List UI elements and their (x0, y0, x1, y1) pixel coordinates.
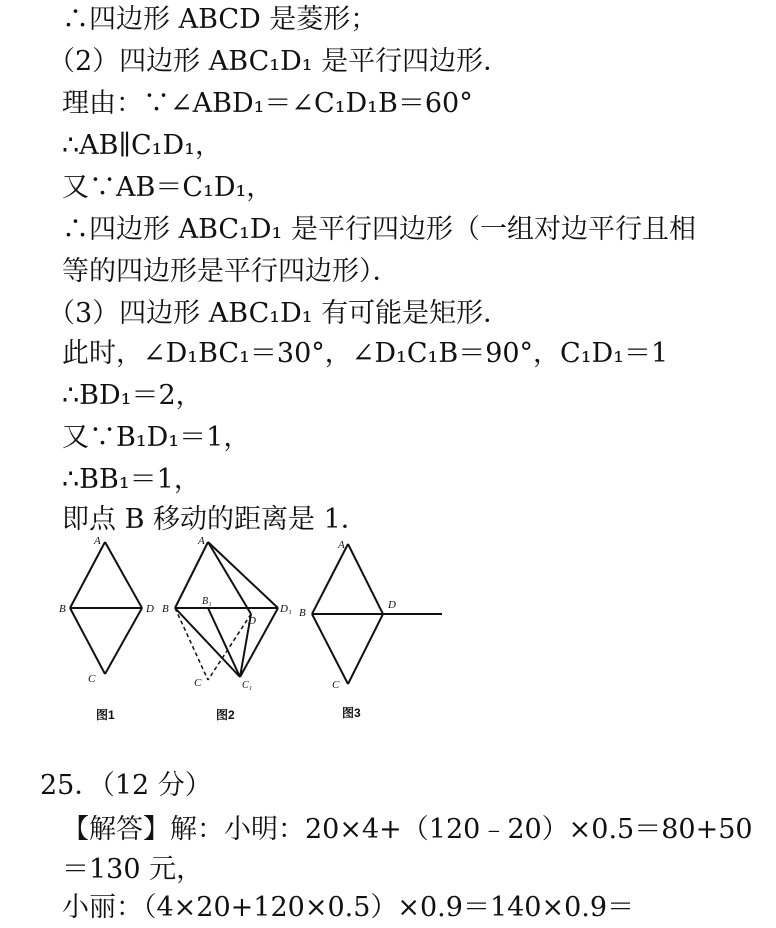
line-17: 小丽：（4×20+120×0.5）×0.9＝140×0.9＝ (62, 892, 635, 923)
fig1-label-D: D (146, 603, 154, 615)
line-1: ∴四边形 ABCD 是菱形； (62, 4, 378, 35)
line-6: ∴四边形 ABC₁D₁ 是平行四边形（一组对边平行且相 (62, 214, 696, 245)
fig2-label-D1: D₁ (280, 603, 292, 615)
fig2-caption: 图2 (216, 708, 235, 722)
line-10: ∴BD₁＝2， (62, 380, 203, 411)
fig3-label-C: C (332, 679, 340, 691)
figure-1 (70, 542, 142, 674)
line-15: 【解答】解：小明：20×4+（120﹣20）×0.5＝80+50 (62, 814, 753, 845)
figure-2 (175, 542, 278, 677)
line-9: 此时，∠D₁BC₁＝30°，∠D₁C₁B＝90°，C₁D₁＝1 (62, 338, 669, 369)
fig1-label-A: A (94, 535, 101, 547)
fig1-caption: 图1 (96, 708, 115, 722)
line-4: ∴AB∥C₁D₁， (62, 130, 222, 161)
geometry-figures (50, 532, 470, 722)
line-7: 等的四边形是平行四边形）． (62, 256, 400, 287)
line-5: 又∵AB＝C₁D₁， (62, 172, 274, 203)
fig1-label-B: B (59, 603, 66, 615)
fig2-label-D: D (248, 615, 256, 627)
fig3-label-A: A (338, 539, 345, 551)
line-3: 理由：∵∠ABD₁＝∠C₁D₁B＝60° (62, 88, 473, 119)
line-14: 25．（12 分） (40, 770, 212, 801)
fig3-caption: 图3 (342, 706, 361, 720)
fig2-label-B1: B₁ (202, 596, 212, 607)
line-8: （3）四边形 ABC₁D₁ 有可能是矩形． (48, 298, 511, 329)
fig3-label-D: D (388, 599, 396, 611)
line-16: ＝130 元， (62, 854, 204, 885)
figure-3 (312, 544, 442, 684)
line-11: 又∵B₁D₁＝1， (62, 422, 251, 453)
fig1-label-C: C (88, 673, 96, 685)
fig2-label-B: B (162, 603, 169, 615)
line-12: ∴BB₁＝1， (62, 464, 201, 495)
fig2-label-A: A (198, 535, 205, 547)
fig2-label-C1: C₁ (242, 680, 253, 691)
fig3-label-B: B (299, 607, 306, 619)
line-2: （2）四边形 ABC₁D₁ 是平行四边形． (48, 46, 511, 77)
line-13: 即点 B 移动的距离是 1． (62, 504, 368, 535)
fig2-label-C: C (194, 677, 202, 689)
